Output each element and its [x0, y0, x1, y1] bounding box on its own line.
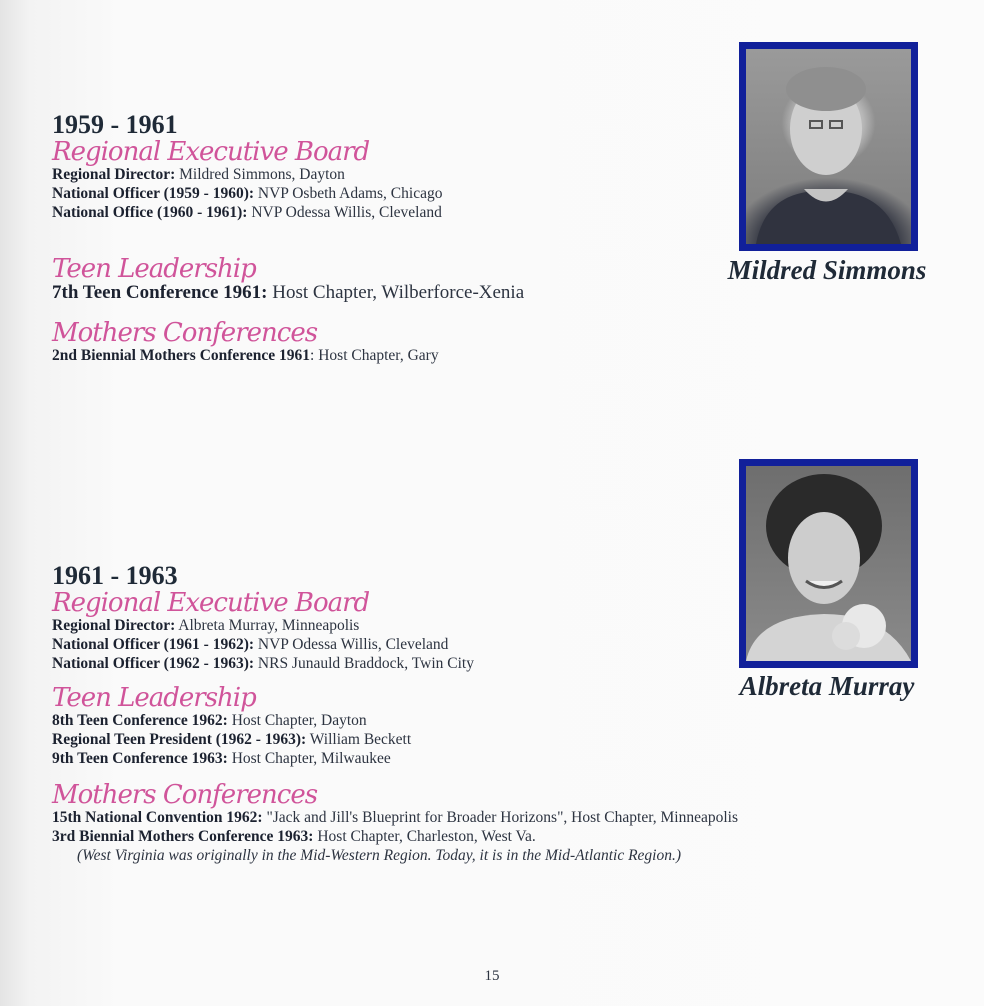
board-line — [52, 616, 738, 635]
section-year: 1961 - 1963 — [52, 561, 178, 590]
teen-label: 8th Teen Conference 1962: — [52, 712, 228, 729]
page-number: 15 — [484, 968, 500, 984]
board-label: National Officer (1959 - 1960): — [52, 185, 255, 202]
region-note: (West Virginia was originally in the Mid-Western Region. Today, it is in the Mid-Atlantic Region.) — [77, 847, 682, 864]
mothers-conferences-heading: Mothers Conferences — [52, 318, 318, 348]
teen-label: 9th Teen Conference 1963: — [52, 750, 228, 767]
teen-value: William Beckett — [306, 731, 412, 748]
board-value: NVP Odessa Willis, Cleveland — [247, 204, 442, 221]
board-line — [52, 165, 524, 184]
teen-line — [52, 711, 738, 730]
section-year: 1959 - 1961 — [52, 110, 178, 139]
board-label: Regional Director: — [52, 617, 176, 634]
portrait-silhouette — [746, 49, 911, 244]
teen-leadership-heading: Teen Leadership — [52, 254, 256, 284]
portrait-photo-albreta-murray — [746, 466, 911, 661]
board-label: National Officer (1962 - 1963): — [52, 655, 255, 672]
board-label: National Office (1960 - 1961): — [52, 204, 248, 221]
teen-leadership-heading: Teen Leadership — [52, 683, 256, 713]
board-value: Albreta Murray, Minneapolis — [175, 617, 360, 634]
mothers-value: "Jack and Jill's Blueprint for Broader Horizons", Host Chapter, Minneapolis — [262, 809, 738, 826]
board-value: Mildred Simmons, Dayton — [175, 166, 345, 183]
board-label: Regional Director: — [52, 166, 176, 183]
board-value: NVP Odessa Willis, Cleveland — [254, 636, 449, 653]
mothers-value: Host Chapter, Charleston, West Va. — [313, 828, 536, 845]
mothers-line — [52, 808, 738, 827]
teen-value: Host Chapter, Milwaukee — [227, 750, 391, 767]
portrait-photo-mildred-simmons — [746, 49, 911, 244]
teen-label: Regional Teen President (1962 - 1963): — [52, 731, 307, 748]
board-line — [52, 654, 738, 673]
portrait-silhouette — [746, 466, 911, 661]
mothers-value: : Host Chapter, Gary — [310, 347, 439, 364]
photo-caption-albreta-murray: Albreta Murray — [739, 671, 915, 701]
board-line — [52, 635, 738, 654]
regional-executive-board-heading: Regional Executive Board — [52, 137, 370, 167]
mothers-line — [52, 346, 524, 365]
teen-value: Host Chapter, Dayton — [227, 712, 367, 729]
teen-value: Host Chapter, Wilberforce-Xenia — [267, 282, 525, 303]
photo-caption-mildred-simmons: Mildred Simmons — [727, 255, 927, 285]
board-label: National Officer (1961 - 1962): — [52, 636, 255, 653]
section-1961-1963 — [52, 563, 738, 865]
mothers-line — [52, 827, 738, 846]
photo-frame-albreta-murray — [739, 459, 918, 668]
board-line — [52, 184, 524, 203]
teen-line — [52, 749, 738, 768]
mothers-label: 2nd Biennial Mothers Conference 1961 — [52, 347, 311, 364]
board-value: NVP Osbeth Adams, Chicago — [254, 185, 443, 202]
section-1959-1961 — [52, 112, 524, 365]
teen-line — [52, 730, 738, 749]
mothers-label: 3rd Biennial Mothers Conference 1963: — [52, 828, 314, 845]
mothers-conferences-heading: Mothers Conferences — [52, 780, 318, 810]
mothers-label: 15th National Convention 1962: — [52, 809, 263, 826]
photo-frame-mildred-simmons — [739, 42, 918, 251]
teen-line — [52, 282, 524, 304]
teen-label: 7th Teen Conference 1961: — [52, 282, 268, 303]
board-line — [52, 203, 524, 222]
regional-executive-board-heading: Regional Executive Board — [52, 588, 370, 618]
board-value: NRS Junauld Braddock, Twin City — [254, 655, 474, 672]
